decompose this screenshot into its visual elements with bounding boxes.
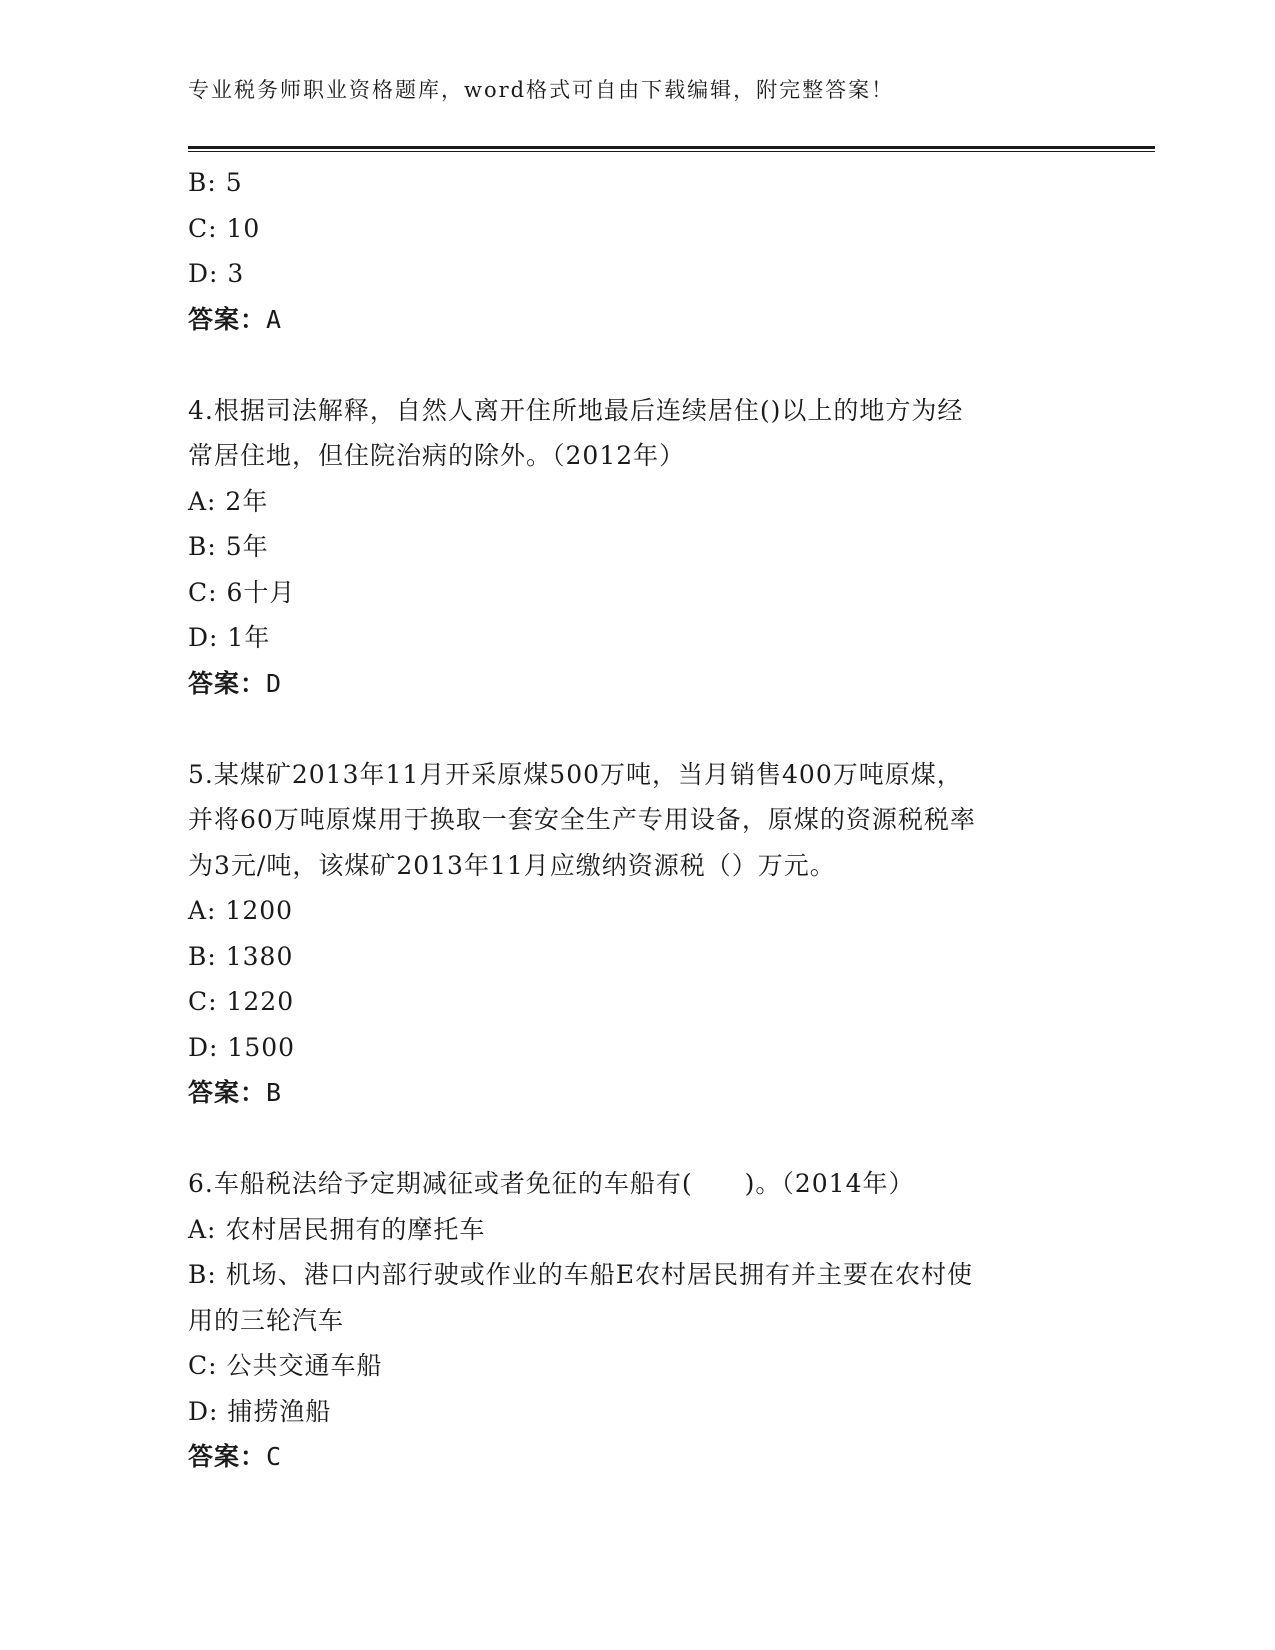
option-b: B: 1380 <box>188 941 294 971</box>
option-c: C: 6十月 <box>188 577 296 607</box>
answer-value: B <box>266 1078 283 1107</box>
option-d: D: 捕捞渔船 <box>188 1396 332 1426</box>
option-b-continued: 用的三轮汽车 <box>188 1305 345 1335</box>
option-a: A: 农村居民拥有的摩托车 <box>188 1214 486 1244</box>
question-6 <box>188 1161 1078 1480</box>
question-5 <box>188 752 1078 1116</box>
question-stem: 常居住地，但住院治病的除外。（2012年） <box>188 441 686 470</box>
spacer <box>188 706 1078 752</box>
answer-value: C <box>266 1442 283 1471</box>
answer-value: D <box>266 668 283 698</box>
answer-line <box>188 1434 1078 1480</box>
question-stem: 5.某煤矿2013年11月开采原煤500万吨，当月销售400万吨原煤， <box>188 759 963 789</box>
answer-label: 答案： <box>188 668 267 698</box>
question-content <box>188 160 1078 1480</box>
question-stem: 并将60万吨原煤用于换取一套安全生产专用设备，原煤的资源税税率 <box>188 805 976 834</box>
answer-line <box>188 661 1078 707</box>
option-b: B: 5 <box>188 168 243 197</box>
answer-label: 答案： <box>188 1078 267 1107</box>
question-4 <box>188 388 1078 707</box>
spacer <box>188 1116 1078 1162</box>
option-c: C: 1220 <box>188 987 295 1016</box>
option-d: D: 1500 <box>188 1032 296 1062</box>
option-c: C: 公共交通车船 <box>188 1351 383 1380</box>
page-header: 专业税务师职业资格题库，word格式可自由下载编辑，附完整答案！ <box>188 78 895 102</box>
option-d: D: 1年 <box>188 623 271 652</box>
answer-label: 答案： <box>188 304 267 334</box>
option-c: C: 10 <box>188 213 261 243</box>
option-d: D: 3 <box>188 259 245 288</box>
spacer <box>188 342 1078 388</box>
answer-value: A <box>266 304 283 334</box>
question-stem: 为3元/吨，该煤矿2013年11月应缴纳资源税（）万元。 <box>188 850 836 880</box>
answer-line <box>188 297 1078 343</box>
option-a: A: 1200 <box>188 896 294 925</box>
option-b: B: 机场、港口内部行驶或作业的车船E农村居民拥有并主要在农村使 <box>188 1260 973 1289</box>
header-divider <box>188 146 1155 152</box>
answer-line <box>188 1070 1078 1116</box>
question-stem: 6.车船税法给予定期减征或者免征的车船有( )。（2014年） <box>188 1169 915 1198</box>
prev-question-block <box>188 160 1078 342</box>
answer-label: 答案： <box>188 1442 267 1471</box>
question-stem: 4.根据司法解释，自然人离开住所地最后连续居住()以上的地方为经 <box>188 395 964 425</box>
option-b: B: 5年 <box>188 532 269 561</box>
option-a: A: 2年 <box>188 486 269 516</box>
